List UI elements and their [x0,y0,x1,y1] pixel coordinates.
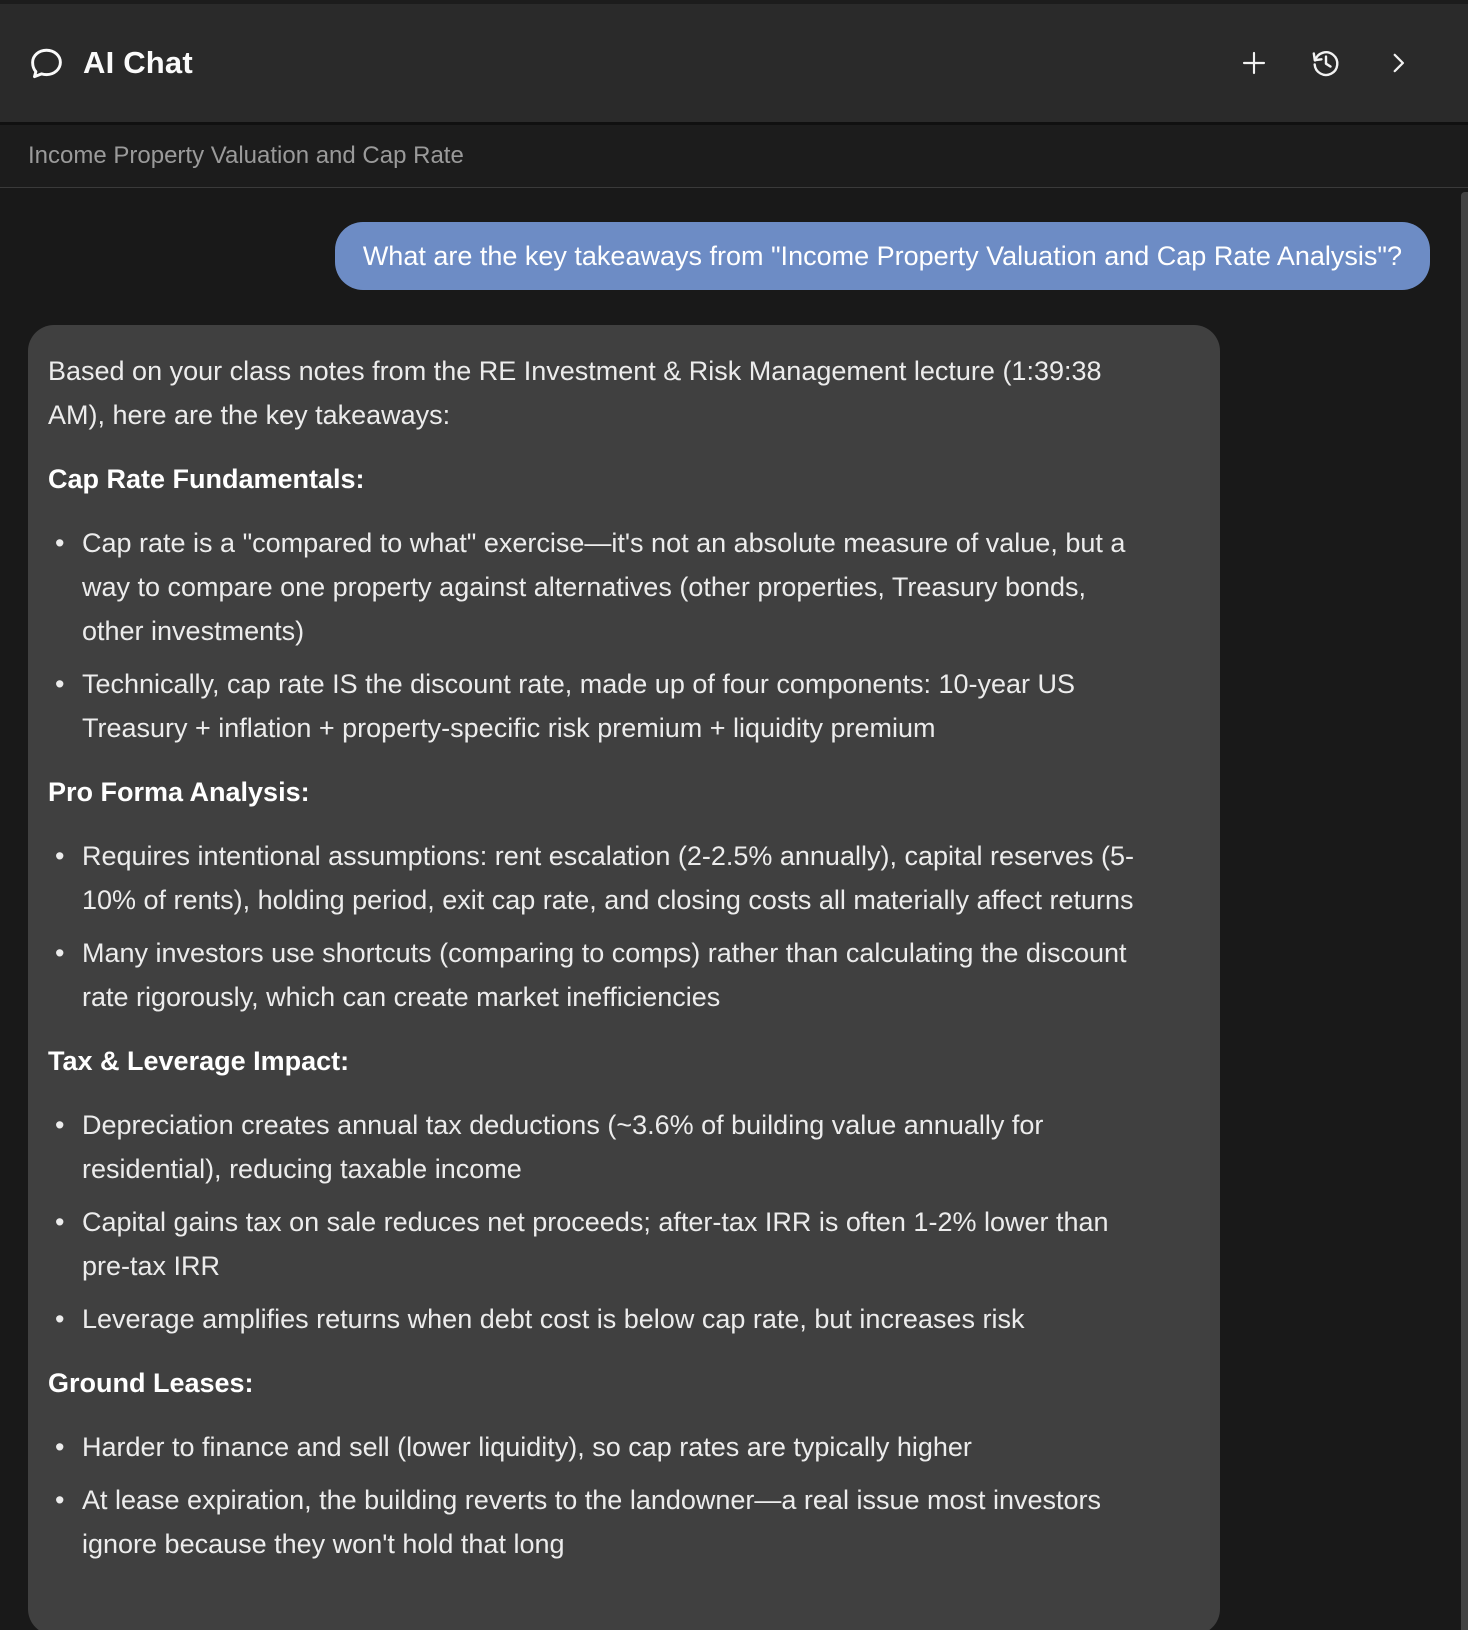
bullet-item: • Depreciation creates annual tax deductions (~3.6% of building value annually for residential), reducing taxable income [48,1103,1140,1191]
history-button[interactable] [1298,35,1354,91]
thread-title-bar [0,122,1468,188]
assistant-message-bubble [28,325,1220,1630]
assistant-intro: Based on your class notes from the RE Investment & Risk Management lecture (1:39:38 AM), here are the key takeaways: [48,356,1102,430]
bullet-item: • Many investors use shortcuts (comparing to comps) rather than calculating the discount rate rigorously, which can create market inefficiencies [48,931,1140,1019]
header-actions [1226,35,1426,91]
bullet-item: • Cap rate is a "compared to what" exercise—it's not an absolute measure of value, but a way to compare one property against alternatives (other properties, Treasury bonds, other investments) [48,521,1140,653]
bullet-list [48,1103,1140,1341]
scrollbar[interactable] [1461,192,1468,1630]
chat-bubble-icon [28,45,65,82]
thread-title: Income Property Valuation and Cap Rate [28,142,464,169]
bullet-item: • Technically, cap rate IS the discount rate, made up of four components: 10-year US Treasury + inflation + property-specific risk premium + liquidity premium [48,662,1140,750]
bullet-list [48,834,1140,1019]
new-chat-button[interactable] [1226,35,1282,91]
bullet-item: • Capital gains tax on sale reduces net proceeds; after-tax IRR is often 1-2% lower than pre-tax IRR [48,1200,1140,1288]
history-icon [1309,46,1343,80]
user-message-bubble: What are the key takeaways from "Income Property Valuation and Cap Rate Analysis"? [335,222,1430,290]
section-heading-pro-forma-analysis: Pro Forma Analysis: [48,777,310,807]
bullet-item: • Harder to finance and sell (lower liquidity), so cap rates are typically higher [48,1425,1140,1469]
header-left [28,45,1226,82]
user-message-row [0,222,1468,290]
bullet-item: • At lease expiration, the building reverts to the landowner—a real issue most investors ignore because they won't hold that long [48,1478,1140,1566]
bullet-list [48,521,1140,750]
bullet-list [48,1425,1140,1566]
section-heading-cap-rate-fundamentals: Cap Rate Fundamentals: [48,464,365,494]
chevron-right-icon [1385,50,1411,76]
app-header [0,0,1468,122]
collapse-panel-button[interactable] [1370,35,1426,91]
bullet-item: • Requires intentional assumptions: rent escalation (2-2.5% annually), capital reserves (5-10% of rents), holding period, exit cap rate, and closing costs all materially affect returns [48,834,1140,922]
section-heading-ground-leases: Ground Leases: [48,1368,254,1398]
app-title: AI Chat [83,45,193,80]
bullet-item: • Leverage amplifies returns when debt cost is below cap rate, but increases risk [48,1297,1140,1341]
plus-icon [1238,47,1270,79]
section-heading-tax-leverage-impact: Tax & Leverage Impact: [48,1046,350,1076]
conversation-area [0,188,1468,1630]
